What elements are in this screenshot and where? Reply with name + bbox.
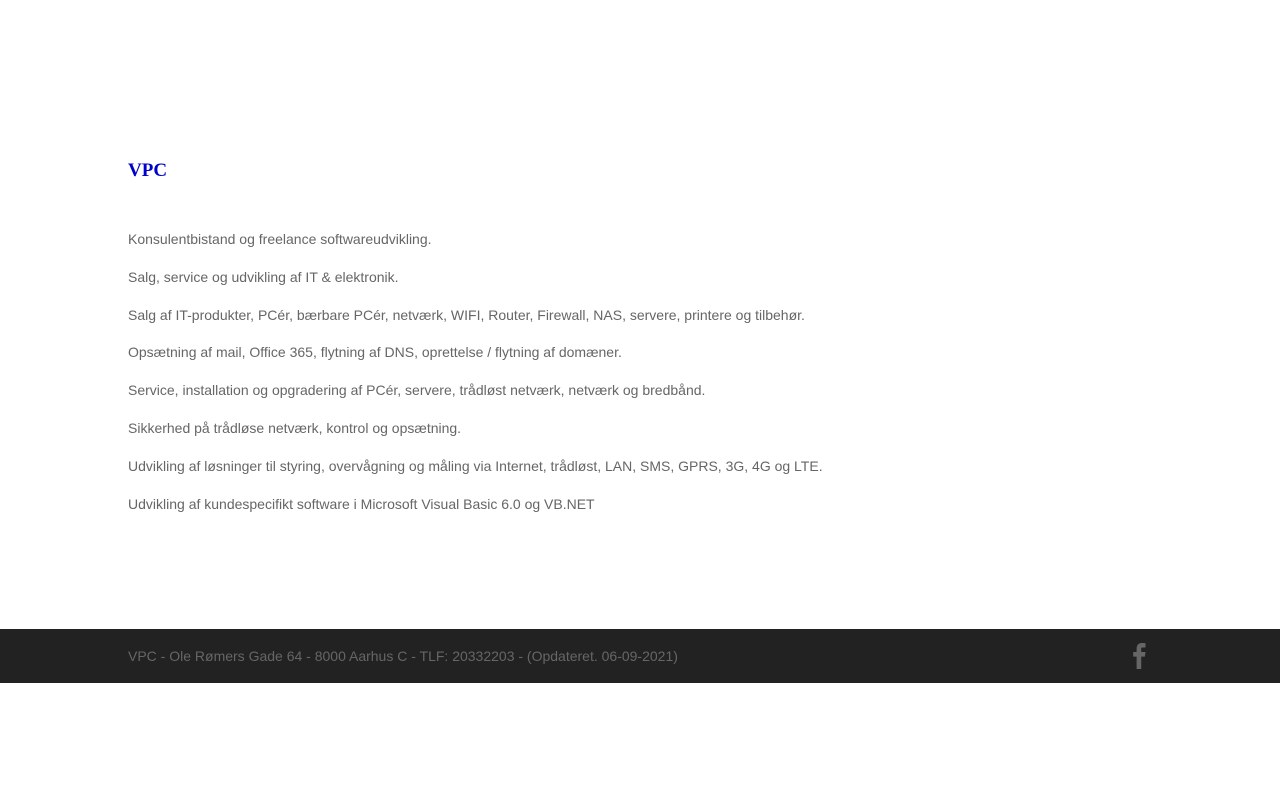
facebook-icon bbox=[1128, 642, 1152, 670]
services-list bbox=[128, 229, 823, 531]
list-item: Udvikling af løsninger til styring, overvågning og måling via Internet, trådløst, LAN, SMS, GPRS, 3G, 4G og LTE. bbox=[128, 457, 823, 474]
list-item: Service, installation og opgradering af PCér, servere, trådløst netværk, netværk og bredbånd. bbox=[128, 382, 706, 399]
list-item: Konsulentbistand og freelance softwareudvikling. bbox=[128, 231, 432, 247]
footer-contact-text: VPC - Ole Rømers Gade 64 - 8000 Aarhus C - TLF: 20332203 - (Opdateret. 06-09-2021) bbox=[128, 648, 678, 664]
list-item: Udvikling af kundespecifikt software i Microsoft Visual Basic 6.0 og VB.NET bbox=[128, 495, 595, 512]
list-item: Sikkerhed på trådløse netværk, kontrol og opsætning. bbox=[128, 419, 462, 436]
list-item: Salg, service og udvikling af IT & elektronik. bbox=[128, 268, 399, 285]
list-item: Opsætning af mail, Office 365, flytning af DNS, oprettelse / flytning af domæner. bbox=[128, 344, 622, 361]
list-item: Salg af IT-produkter, PCér, bærbare PCér, netværk, WIFI, Router, Firewall, NAS, servere, printere og tilbehør. bbox=[128, 306, 805, 323]
footer bbox=[0, 629, 1280, 683]
page-title: VPC bbox=[128, 160, 168, 181]
facebook-link[interactable] bbox=[1128, 642, 1152, 670]
